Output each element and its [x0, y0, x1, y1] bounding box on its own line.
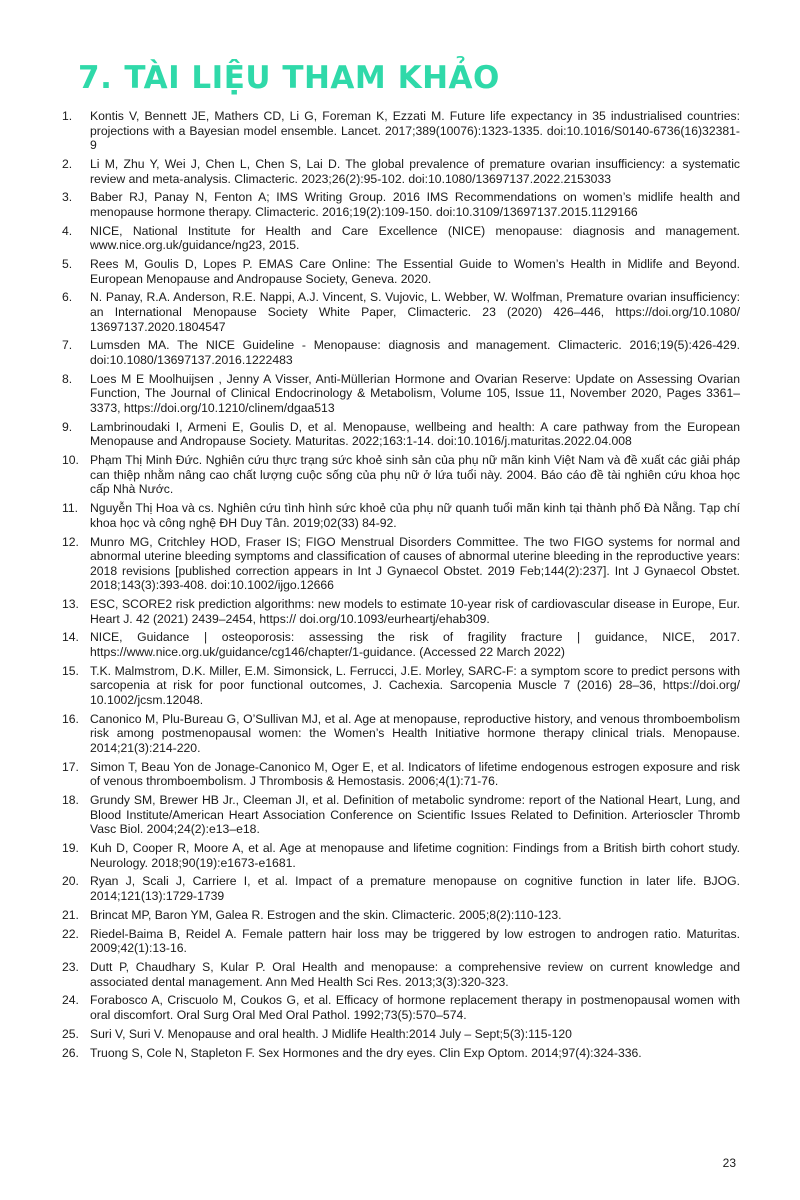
reference-item	[62, 908, 740, 923]
reference-text: Baber RJ, Panay N, Fenton A; IMS Writing Group. 2016 IMS Recommendations on women’s midlife health and menopause hormone therapy. Climacteric. 2016;19(2):109-150. doi:10.3109/13697137.2015.1129166	[90, 190, 740, 219]
reference-number: 18.	[62, 793, 79, 808]
reference-text: Dutt P, Chaudhary S, Kular P. Oral Health and menopause: a comprehensive review on current knowledge and associated dental management. Ann Med Health Sci Res. 2013;3(3):320-323.	[90, 960, 740, 989]
reference-item	[62, 874, 740, 903]
reference-item	[62, 712, 740, 756]
reference-text: Suri V, Suri V. Menopause and oral health. J Midlife Health:2014 July – Sept;5(3):115-120	[90, 1026, 572, 1041]
reference-item	[62, 1046, 740, 1061]
page-number: 23	[722, 1156, 736, 1170]
reference-item	[62, 960, 740, 989]
section-title: TÀI LIỆU THAM KHẢO	[124, 60, 500, 96]
reference-number: 14.	[62, 630, 79, 645]
reference-item	[62, 793, 740, 837]
reference-text: NICE, National Institute for Health and Care Excellence (NICE) menopause: diagnosis and management. www.nice.org.uk/guidance/ng23, 2015.	[90, 223, 740, 253]
reference-item	[62, 501, 740, 530]
reference-number: 9.	[62, 419, 73, 434]
reference-number: 7.	[62, 338, 73, 353]
reference-number: 25.	[62, 1026, 79, 1041]
reference-text: Truong S, Cole N, Stapleton F. Sex Hormones and the dry eyes. Clin Exp Optom. 2014;97(4):324-336.	[90, 1045, 642, 1060]
reference-item	[62, 453, 740, 497]
reference-list	[62, 109, 740, 1064]
reference-number: 16.	[62, 711, 79, 726]
reference-number: 12.	[62, 534, 79, 549]
reference-item	[62, 664, 740, 708]
reference-number: 6.	[62, 290, 73, 305]
reference-text: NICE, Guidance | osteoporosis: assessing the risk of fragility fracture | guidance, NICE, 2017. https://www.nice.org.uk/guidance/cg146/chapter/1-guidance. (Accessed 22 March 2022)	[90, 630, 740, 660]
reference-number: 4.	[62, 223, 73, 238]
reference-item	[62, 257, 740, 286]
reference-text: Munro MG, Critchley HOD, Fraser IS; FIGO Menstrual Disorders Committee. The two FIGO systems for normal and abnormal uterine bleeding symptoms and classification of causes of abnormal uterine bleeding in the reproductive years: 2018 revisions [published correction appears in Int J Gynaecol Obstet. 2019 Feb;144(2):237]. Int J Gynaecol Obstet. 2018;143(3):393-408. doi:10.1002/ijgo.12666	[90, 534, 740, 593]
reference-text: Kuh D, Cooper R, Moore A, et al. Age at menopause and lifetime cognition: Findings from a British birth cohort study. Neurology. 2018;90(19):e1673-e1681.	[90, 841, 740, 870]
reference-item	[62, 760, 740, 789]
reference-item	[62, 1027, 740, 1042]
reference-item	[62, 190, 740, 219]
reference-number: 19.	[62, 841, 79, 856]
reference-item	[62, 109, 740, 153]
reference-item	[62, 224, 740, 253]
reference-item	[62, 290, 740, 334]
reference-item	[62, 535, 740, 593]
reference-text: Lambrinoudaki I, Armeni E, Goulis D, et al. Menopause, wellbeing and health: A care pathway from the European Menopause and Andropause Society. Maturitas. 2022;163:1-14. doi:10.1016/j.maturitas.2022.04.008	[90, 419, 740, 449]
reference-number: 21.	[62, 907, 79, 922]
reference-text: N. Panay, R.A. Anderson, R.E. Nappi, A.J. Vincent, S. Vujovic, L. Webber, W. Wolfman, Premature ovarian insufficiency: an International Menopause Society White Paper, Climacteric. 23 (2020) 426–446, https://doi.org/10.1080/ 13697137.2020.1804547	[90, 290, 740, 334]
reference-text: Kontis V, Bennett JE, Mathers CD, Li G, Foreman K, Ezzati M. Future life expectancy in 35 industrialised countries: projections with a Bayesian model ensemble. Lancet. 2017;389(10076):1323-1335. doi:10.1016/S0140-6736(16)32381-9	[90, 109, 740, 153]
reference-number: 23.	[62, 960, 79, 974]
reference-number: 24.	[62, 993, 79, 1008]
reference-item	[62, 630, 740, 659]
reference-number: 17.	[62, 759, 79, 774]
reference-text: Lumsden MA. The NICE Guideline - Menopause: diagnosis and management. Climacteric. 2016;19(5):426-429. doi:10.1080/13697137.2016.1222483	[90, 338, 740, 368]
reference-item	[62, 927, 740, 956]
reference-item	[62, 597, 740, 626]
reference-text: Li M, Zhu Y, Wei J, Chen L, Chen S, Lai D. The global prevalence of premature ovarian insufficiency: a systematic review and meta-analysis. Climacteric. 2023;26(2):95-102. doi:10.1080/13697137.2022.2153033	[90, 156, 740, 186]
reference-item	[62, 993, 740, 1022]
reference-number: 13.	[62, 597, 79, 612]
reference-number: 11.	[62, 501, 79, 516]
reference-text: Canonico M, Plu-Bureau G, O’Sullivan MJ, et al. Age at menopause, reproductive history, and venous thromboembolism risk among postmenopausal women: the Women’s Health Initiative hormone therapy clinical trials. Menopause. 2014;21(3):214-220.	[90, 711, 740, 755]
reference-number: 10.	[62, 453, 79, 468]
section-number: 7.	[78, 60, 113, 96]
reference-text: ESC, SCORE2 risk prediction algorithms: new models to estimate 10-year risk of cardiovascular disease in Europe, Eur. Heart J. 42 (2021) 2439–2454, https:// doi.org/10.1093/eurheartj/ehab309.	[90, 597, 740, 626]
reference-number: 2.	[62, 156, 73, 171]
reference-number: 5.	[62, 257, 73, 272]
reference-number: 8.	[62, 371, 73, 386]
reference-number: 15.	[62, 663, 79, 678]
reference-text: Loes M E Moolhuijsen , Jenny A Visser, Anti-Müllerian Hormone and Ovarian Reserve: Update on Assessing Ovarian Function, The Journal of Clinical Endocrinology & Metabolism, Volume 105, Issue 11, November 2020, Pages 3361–3373, https://doi.org/10.1210/clinem/dgaa513	[90, 371, 740, 415]
reference-text: Phạm Thị Minh Đức. Nghiên cứu thực trạng sức khoẻ sinh sản của phụ nữ mãn kinh Việt Nam và đề xuất các giải pháp can thiệp nhằm nâng cao chất lượng cuộc sống của phụ nữ ở lứa tuổi này. 2004. Báo cáo đề tài nghiên cứu khoa học cấp Nhà Nước.	[90, 453, 740, 497]
reference-number: 22.	[62, 926, 79, 941]
reference-text: Nguyễn Thị Hoa và cs. Nghiên cứu tình hình sức khoẻ của phụ nữ quanh tuổi mãn kinh tại thành phố Đà Nẵng. Tạp chí khoa học và công nghệ ĐH Duy Tân. 2019;02(33) 84-92.	[90, 501, 740, 530]
reference-text: Brincat MP, Baron YM, Galea R. Estrogen and the skin. Climacteric. 2005;8(2):110-123.	[90, 907, 562, 922]
reference-text: Ryan J, Scali J, Carriere I, et al. Impact of a premature menopause on cognitive function in later life. BJOG. 2014;121(13):1729-1739	[90, 874, 740, 904]
reference-number: 20.	[62, 874, 79, 889]
reference-number: 1.	[62, 109, 73, 123]
reference-text: T.K. Malmstrom, D.K. Miller, E.M. Simonsick, L. Ferrucci, J.E. Morley, SARC-F: a symptom score to predict persons with sarcopenia at risk for poor functional outcomes, J. Cachexia. Sarcopenia Muscle 7 (2016) 28–36, https://doi.org/ 10.1002/jcsm.12048.	[90, 663, 740, 707]
section-heading	[78, 60, 500, 96]
reference-item	[62, 841, 740, 870]
reference-text: Riedel-Baima B, Reidel A. Female pattern hair loss may be triggered by low estrogen to androgen ratio. Maturitas. 2009;42(1):13-16.	[90, 926, 740, 956]
reference-item	[62, 420, 740, 449]
reference-item	[62, 157, 740, 186]
reference-text: Forabosco A, Criscuolo M, Coukos G, et al. Efficacy of hormone replacement therapy in postmenopausal women with oral discomfort. Oral Surg Oral Med Oral Pathol. 1992;73(5):570–574.	[90, 993, 740, 1022]
reference-item	[62, 338, 740, 367]
reference-item	[62, 372, 740, 416]
reference-text: Simon T, Beau Yon de Jonage-Canonico M, Oger E, et al. Indicators of lifetime endogenous estrogen exposure and risk of venous thromboembolism. J Thrombosis & Hemostasis. 2006;4(1):71-76.	[90, 759, 740, 789]
reference-number: 3.	[62, 190, 73, 205]
reference-text: Rees M, Goulis D, Lopes P. EMAS Care Online: The Essential Guide to Women’s Health in Midlife and Beyond. European Menopause and Andropause Society, Geneva. 2020.	[90, 257, 740, 286]
reference-text: Grundy SM, Brewer HB Jr., Cleeman JI, et al. Definition of metabolic syndrome: report of the National Heart, Lung, and Blood Institute/American Heart Association Conference on Scientific Issues Related to Definition. Arterioscler Thromb Vasc Biol. 2004;24(2):e13–e18.	[90, 793, 740, 837]
reference-number: 26.	[62, 1045, 79, 1060]
